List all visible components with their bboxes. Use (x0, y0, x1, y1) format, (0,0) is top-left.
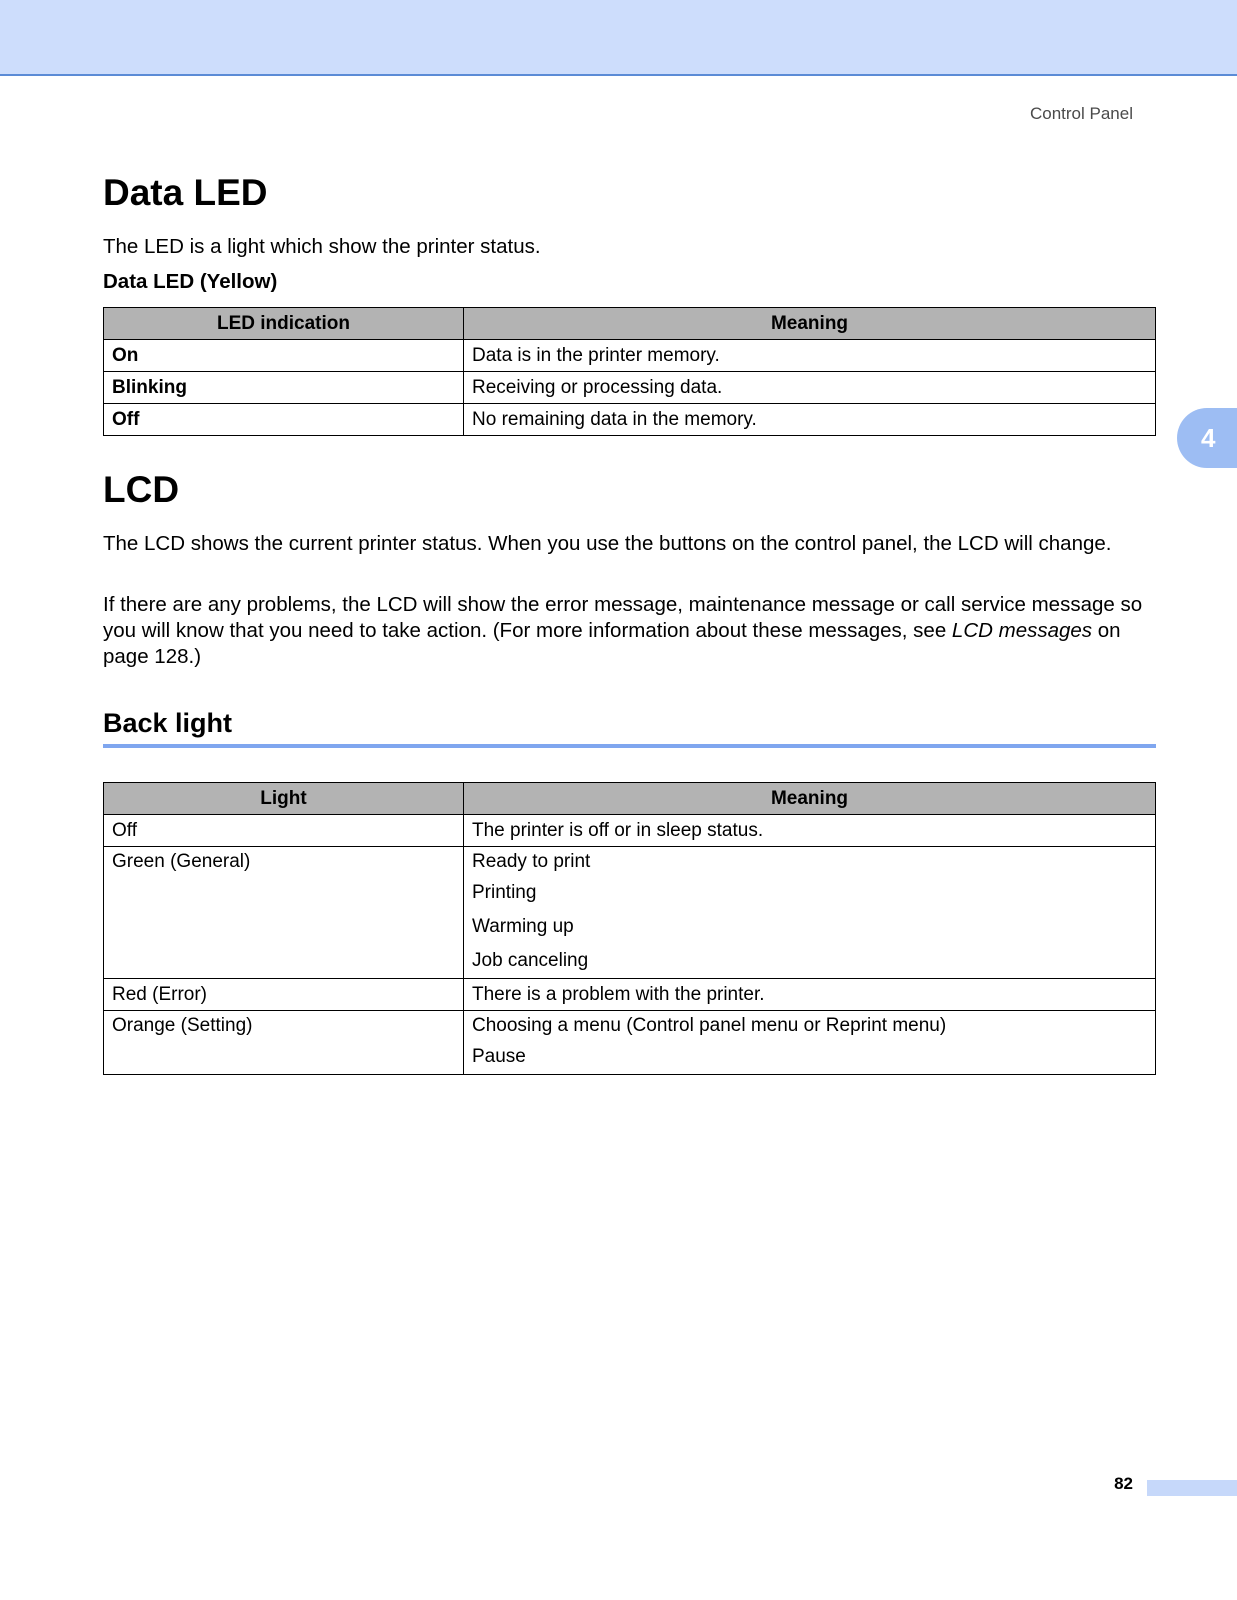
meaning-line: Warming up (472, 916, 574, 937)
section-divider (103, 744, 1156, 748)
light-cell: Orange (Setting) (104, 1011, 464, 1075)
meaning-line: Job canceling (472, 950, 589, 971)
meaning-cell: Receiving or processing data. (464, 372, 1156, 404)
section-title-lcd: LCD (103, 469, 180, 510)
meaning-line: Choosing a menu (Control panel menu or Reprint menu) (472, 1015, 947, 1036)
table-header-row (104, 783, 1156, 815)
meaning-cell: Data is in the printer memory. (464, 340, 1156, 372)
meaning-cell: The printer is off or in sleep status. (464, 815, 1156, 847)
meaning-line: Ready to print (472, 851, 591, 872)
data-led-intro: The LED is a light which show the printer status. (103, 235, 541, 258)
table-row (104, 372, 1156, 404)
meaning-line: Pause (472, 1046, 526, 1067)
light-cell: Red (Error) (104, 979, 464, 1011)
table-header-row (104, 308, 1156, 340)
table-row (104, 979, 1156, 1011)
column-header: Meaning (464, 308, 1156, 340)
section-title-data-led: Data LED (103, 172, 268, 213)
meaning-cell (464, 1011, 1156, 1075)
header-band (0, 0, 1237, 76)
data-led-table (103, 307, 1156, 436)
table-row (104, 340, 1156, 372)
meaning-cell: There is a problem with the printer. (464, 979, 1156, 1011)
page-number: 82 (1114, 1474, 1133, 1493)
light-cell: Green (General) (104, 847, 464, 979)
column-header: LED indication (104, 308, 464, 340)
lcd-paragraph-2-tail: on page 128.) (103, 619, 1121, 668)
page-number-bar (1147, 1480, 1237, 1496)
meaning-cell: No remaining data in the memory. (464, 404, 1156, 436)
back-light-table (103, 782, 1156, 1075)
running-header: Control Panel (1029, 104, 1133, 123)
meaning-line: Printing (472, 882, 537, 903)
lcd-messages-reference-link[interactable]: LCD messages (951, 619, 1093, 642)
column-header: Light (104, 783, 464, 815)
led-indication-cell: Off (104, 404, 464, 436)
table-row (104, 847, 1156, 979)
column-header: Meaning (464, 783, 1156, 815)
meaning-cell (464, 847, 1156, 979)
table-row (104, 1011, 1156, 1075)
lcd-paragraph-1: The LCD shows the current printer status. When you use the buttons on the control panel, the LCD will change. (103, 532, 1112, 555)
table-row (104, 815, 1156, 847)
led-indication-cell: Blinking (104, 372, 464, 404)
light-cell: Off (104, 815, 464, 847)
table-row (104, 404, 1156, 436)
subsection-title-back-light: Back light (103, 708, 233, 738)
led-indication-cell: On (104, 340, 464, 372)
chapter-tab: 4 (1177, 408, 1237, 468)
data-led-table-caption: Data LED (Yellow) (103, 270, 278, 293)
lcd-paragraph-2 (103, 592, 1155, 670)
lcd-paragraph-2-text: If there are any problems, the LCD will show the error message, maintenance message or call service message so you will know that you need to take action. (For more information about these messages, see (103, 593, 1143, 642)
